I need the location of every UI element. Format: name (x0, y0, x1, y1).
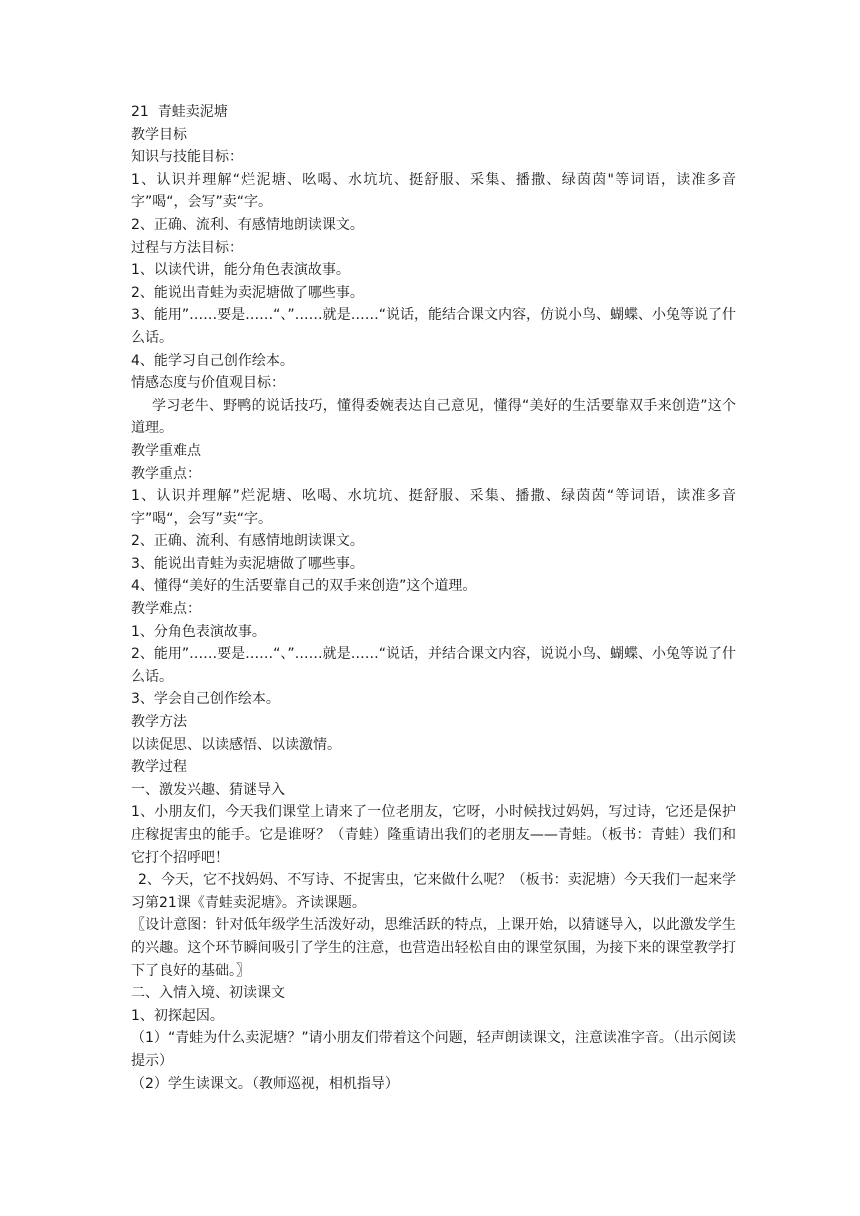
section-heading: 教学过程 (131, 759, 187, 776)
paragraph: （2）学生读课文。（教师巡视，相机指导） (131, 1075, 399, 1092)
subsection-heading: 二、入情入境、初读课文 (131, 985, 285, 1002)
paragraph: 2、正确、流利、有感情地朗读课文。 (131, 216, 364, 233)
section-heading: 教学重难点 (131, 442, 201, 459)
paragraph: 1、初探起因。 (131, 1007, 224, 1024)
section-heading: 教学方法 (131, 714, 187, 731)
subsection-heading: 过程与方法目标： (131, 239, 243, 256)
paragraph: 1、分角色表演故事。 (131, 623, 266, 640)
paragraph: 以读促思、以读感悟、以读激情。 (131, 736, 341, 753)
paragraph: 4、懂得“美好的生活要靠自己的双手来创造”这个道理。 (131, 578, 477, 595)
paragraph: 3、学会自己创作绘本。 (131, 691, 280, 708)
paragraph: 1、认识并理解”烂泥塘、吆喝、水坑坑、挺舒服、采集、播撒、绿茵茵“等词语，读准多音字”喝“，会写”卖“字。 (131, 488, 736, 527)
subsection-heading: 知识与技能目标： (131, 149, 243, 166)
paragraph: （1）“青蛙为什么卖泥塘？”请小朋友们带着这个问题，轻声朗读课文，注意读准字音。（出示阅读提示） (131, 1030, 736, 1069)
paragraph: 1、以读代讲，能分角色表演故事。 (131, 262, 350, 279)
paragraph: 学习老牛、野鸭的说话技巧，懂得委婉表达自己意见，懂得“美好的生活要靠双手来创造”这个道理。 (131, 397, 736, 437)
paragraph: 3、能说出青蛙为卖泥塘做了哪些事。 (131, 555, 364, 572)
subsection-heading: 一、激发兴趣、猜谜导入 (131, 781, 285, 798)
design-intent-note: 〖设计意图：针对低年级学生活泼好动，思维活跃的特点，上课开始，以猜谜导入，以此激发学生的兴趣。这个环节瞬间吸引了学生的注意，也营造出轻松自由的课堂氛围，为接下来的课堂教学打下了良好的基础。〗 (131, 917, 736, 979)
paragraph: 2、能说出青蛙为卖泥塘做了哪些事。 (131, 284, 364, 301)
subsection-heading: 教学重点： (131, 465, 201, 482)
paragraph: 1、小朋友们，今天我们课堂上请来了一位老朋友，它呀，小时候找过妈妈，写过诗，它还是保护庄稼捉害虫的能手。它是谁呀？（青蛙）隆重请出我们的老朋友——青蛙。（板书：青蛙）我们和它打个招呼吧！ (131, 804, 736, 866)
subsection-heading: 情感态度与价值观目标： (131, 375, 285, 392)
paragraph: 1、认识并理解“烂泥塘、吆喝、水坑坑、挺舒服、采集、播撒、绿茵茵"等词语，读准多音字”喝“，会写”卖“字。 (131, 171, 736, 211)
paragraph: 4、能学习自己创作绘本。 (131, 352, 294, 369)
paragraph: 3、能用”……要是……“、”……就是……“说话，能结合课文内容，仿说小鸟、蝴蝶、小兔等说了什么话。 (131, 307, 736, 346)
paragraph: 2、正确、流利、有感情地朗读课文。 (131, 533, 364, 550)
paragraph: 2、能用”……要是……“、”……就是……“说话，并结合课文内容，说说小鸟、蝴蝶、小兔等说了什么话。 (131, 646, 736, 685)
paragraph: 2、今天，它不找妈妈、不写诗、不捉害虫，它来做什么呢？（板书：卖泥塘）今天我们一起来学习第21课《青蛙卖泥塘》。齐读课题。 (131, 872, 736, 911)
subsection-heading: 教学难点： (131, 601, 201, 618)
document-body (131, 101, 736, 1095)
lesson-title: 21 青蛙卖泥塘 (131, 104, 228, 120)
section-heading: 教学目标 (131, 126, 187, 143)
